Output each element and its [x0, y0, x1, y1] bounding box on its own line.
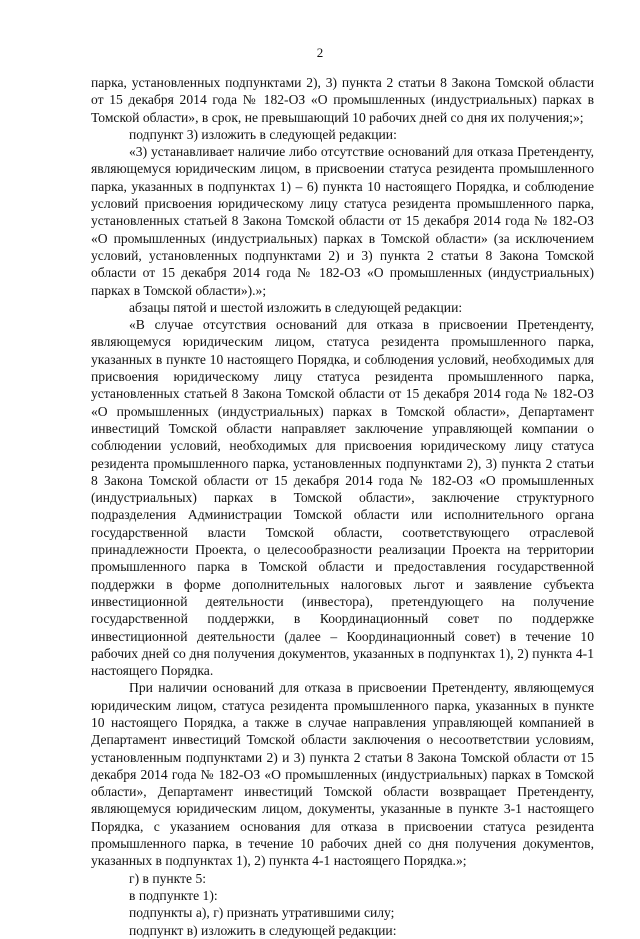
paragraph-subpoint-3-intro: подпункт 3) изложить в следующей редакции:	[129, 126, 397, 142]
paragraph-no-grounds-case: «В случае отсутствия оснований для отказа в присвоении Претенденту, являющемуся юридическим лицом, статуса резидента промышленного парка, указанных в пункте 10 настоящего Порядка, и соблюдения условий, необходимых для присвоения юридическому лицу статуса резидента промышленного парка, установленных статьей 8 Закона Томской области от 15 декабря 2014 года № 182-ОЗ «О промышленных (индустриальных) парках в Томской области», Департамент инвестиций Томской области направляет заключение управляющей компании о соблюдении условий, необходимых для присвоения юридическому лицу статуса резидента промышленного парка, установленных подпунктами 2), 3) пункта 2 статьи 8 Закона Томской области от 15 декабря 2014 года № 182-ОЗ «О промышленных (индустриальных) парках в Томской области», заключение структурного подразделения Администрации Томской области или исполнительного органа государственной власти Томской области, соответствующего отраслевой принадлежности Проекта, о целесообразности реализации Проекта на территории промышленного парка в Томской области и предоставления государственной поддержки в форме дополнительных налоговых льгот и заявление субъекта инвестиционной деятельности (инвестора), претендующего на получение государственной поддержки, в Координационный совет по поддержке инвестиционной деятельности (далее – Координационный совет) в течение 10 рабочих дней со дня получения документов, указанных в подпунктах 1), 2) пункта 4-1 настоящего Порядка.	[91, 317, 594, 679]
paragraph-subpoint-v: подпункт в) изложить в следующей редакции:	[129, 922, 397, 938]
paragraph-abzac-intro: абзацы пятой и шестой изложить в следующей редакции:	[129, 299, 463, 315]
paragraph-subpoints-a-g: подпункты а), г) признать утратившими силу;	[129, 905, 395, 921]
paragraph-grounds-case: При наличии оснований для отказа в присвоении Претенденту, являющемуся юридическим лицом, статуса резидента промышленного парка, указанных в пункте 10 настоящего Порядка, а также в случае направления управляющей компанией в Департамент инвестиций Томской области заключения о несоответствии условиям, установленным подпунктами 2) и 3) пункта 2 статьи 8 Закона Томской области от 15 декабря 2014 года № 182-ОЗ «О промышленных (индустриальных) парках в Томской области», Департамент инвестиций Томской области возвращает Претенденту, являющемуся юридическим лицом, документы, указанные в пункте 3-1 настоящего Порядка, с указанием основания для отказа в присвоении статуса резидента промышленного парка, в течение 10 рабочих дней со дня получения документов, указанных в подпунктах 1), 2) пункта 4-1 настоящего Порядка.»;	[91, 680, 594, 869]
paragraph-subpoint-1: в подпункте 1):	[129, 887, 218, 903]
document-body	[91, 74, 594, 939]
paragraph-subpoint-3-text: «3) устанавливает наличие либо отсутствие оснований для отказа Претенденту, являющемуся юридическим лицом, в присвоении статуса резидента промышленного парка, указанных в подпунктах 1) – 6) пункта 10 настоящего Порядка, и соблюдение условий присвоения юридическому лицу статуса резидента промышленного парка, установленных статьей 8 Закона Томской области от 15 декабря 2014 года № 182-ОЗ «О промышленных (индустриальных) парках в Томской области» (за исключением условий, установленных подпунктами 2) и 3) пункта 2 статьи 8 Закона Томской области от 15 декабря 2014 года № 182-ОЗ «О промышленных (индустриальных) парках в Томской области»).»;	[91, 144, 594, 298]
paragraph-point-5: г) в пункте 5:	[129, 870, 207, 886]
page-number: 2	[316, 45, 324, 60]
paragraph-continuation: парка, установленных подпунктами 2), 3) пункта 2 статьи 8 Закона Томской области от 15 декабря 2014 года № 182-ОЗ «О промышленных (индустриальных) парках в Томской области», в срок, не превышающий 10 рабочих дней со дня их получения;»;	[91, 75, 594, 125]
